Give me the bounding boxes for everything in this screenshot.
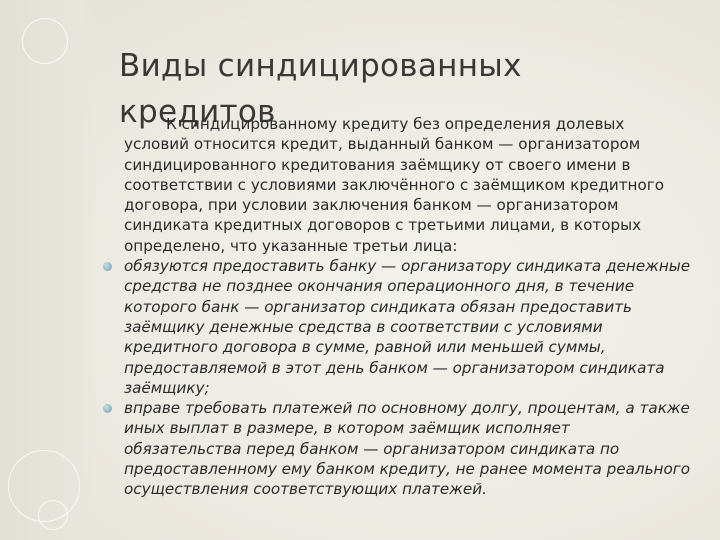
bullet-text: вправе требовать платежей по основному долгу, процентам, а также иных выплат в размере, в котором заёмщик исполняет обязательства перед банком — организатором синдиката по предоставленному ему банком кредиту, не ранее момента реального осуществления соответствующих платежей. [124, 399, 691, 499]
bullet-icon [103, 262, 112, 271]
intro-paragraph: К синдицированному кредиту без определения долевых условий относится кредит, выданный банком — организатором синдицированного кредитования заёмщику от своего имени в соответствии с условиями заключённого с заёмщиком кредитного договора, при условии заключения банком — организатором синдиката кредитных договоров с третьими лицами, в которых определено, что указанные третьи лица: [124, 115, 665, 255]
bullet-text: обязуются предоставить банку — организатору синдиката денежные средства не позднее окончания операционного дня, в течение которого банк — организатор синдиката обязан предоставить заёмщику денежные средства в соответствии с условиями кредитного договора в сумме, равной или меньшей суммы, предоставляемой в этот день банком — организатором синдиката заёмщику; [124, 257, 691, 397]
decorative-circle [22, 18, 68, 64]
bullet-item [124, 398, 692, 499]
slide-title: Виды синдицированных кредитов [119, 47, 522, 130]
slide-content [124, 114, 692, 500]
bullet-item [124, 256, 692, 398]
decorative-circle [38, 500, 68, 530]
